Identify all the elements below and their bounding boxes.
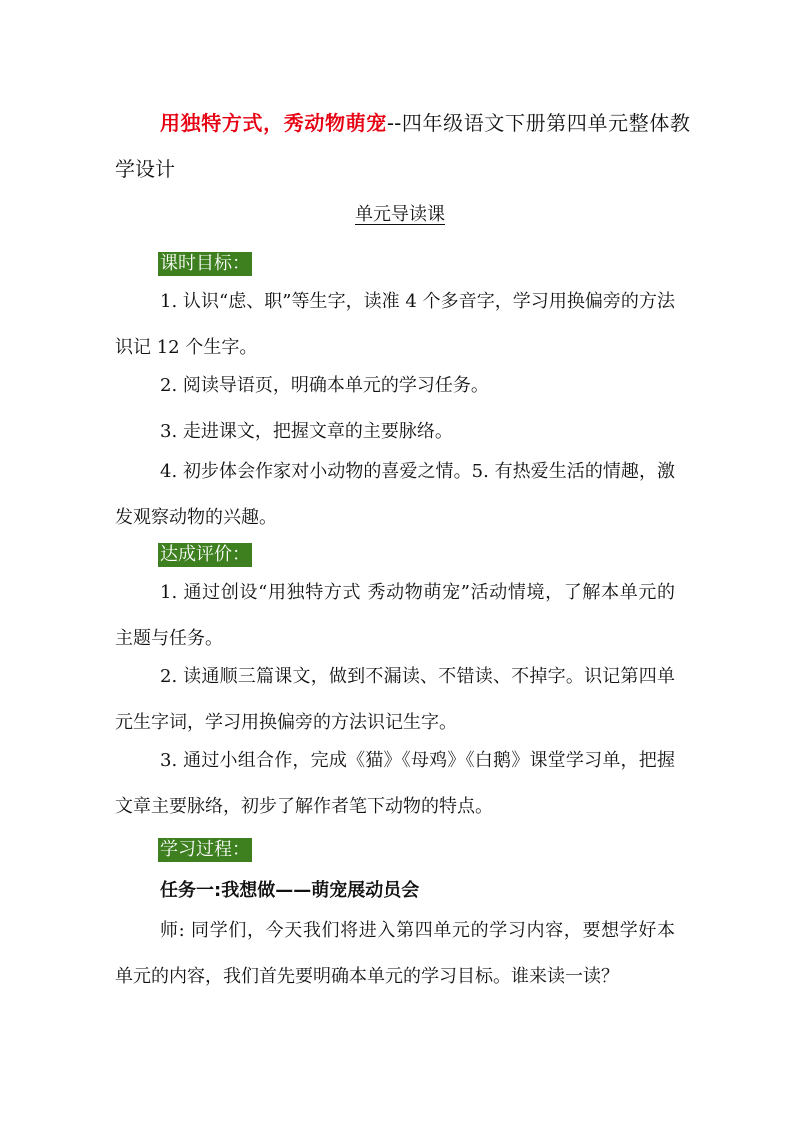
evaluation-item: 2. 读通顺三篇课文，做到不漏读、不错读、不掉字。识记第四单元生字词，学习用换偏旁的方法识记生字。	[115, 666, 675, 733]
objective-item: 1. 认识“虑、职”等生字，读准 4 个多音字，学习用换偏旁的方法识记 12 个生字。	[115, 291, 675, 358]
evaluation-heading: 达成评价：	[160, 544, 250, 565]
objective-item: 3. 走进课文，把握文章的主要脉络。	[160, 421, 453, 442]
evaluation-item: 1. 通过创设“用独特方式 秀动物萌宠”活动情境，了解本单元的主题与任务。	[115, 582, 675, 649]
lesson-subtitle: 单元导读课	[355, 204, 445, 225]
teacher-paragraph: 师: 同学们，今天我们将进入第四单元的学习内容，要想学好本单元的内容，我们首先要明确本单元的学习目标。谁来读一读？	[115, 920, 675, 987]
objective-item: 4. 初步体会作家对小动物的喜爱之情。5. 有热爱生活的情趣，激发观察动物的兴趣。	[115, 461, 675, 528]
objectives-heading: 课时目标：	[160, 253, 250, 274]
document-title	[115, 100, 690, 192]
process-heading: 学习过程：	[160, 839, 250, 860]
objective-item: 2. 阅读导语页，明确本单元的学习任务。	[160, 375, 489, 396]
evaluation-item: 3. 通过小组合作，完成《猫》《母鸡》《白鹅》课堂学习单，把握文章主要脉络，初步了解作者笔下动物的特点。	[115, 750, 675, 817]
task-one-heading: 任务一:我想做——萌宠展动员会	[160, 880, 420, 901]
title-highlight: 用独特方式，秀动物萌宠	[160, 111, 387, 135]
title-rest: --四年级语文下册第四单元整体教学设计	[115, 111, 691, 181]
